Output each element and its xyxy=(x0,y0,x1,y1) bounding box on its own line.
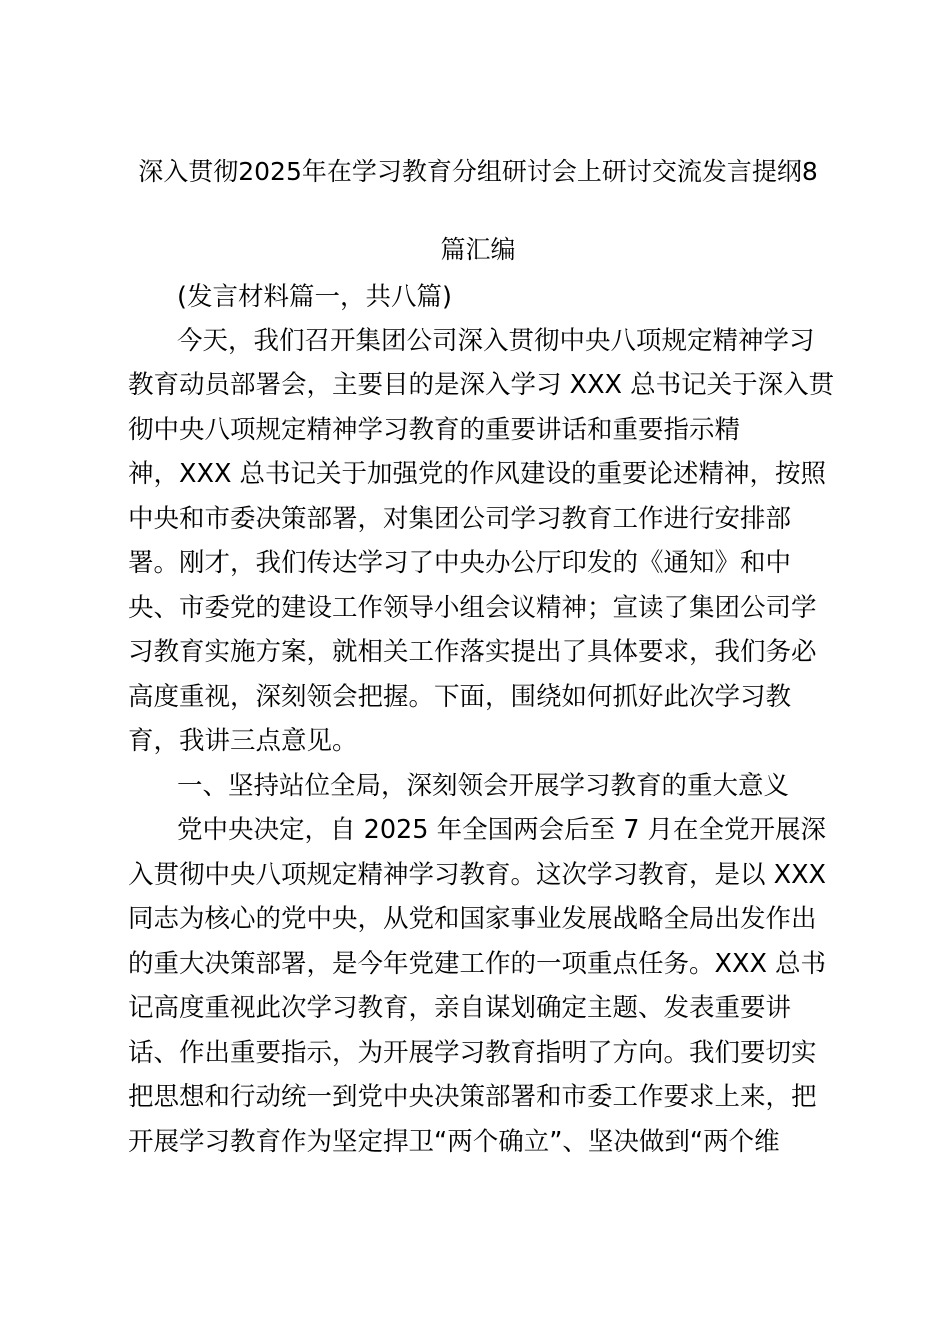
paragraph-line: 教育动员部署会，主要目的是深入学习 XXX 总书记关于深入贯 xyxy=(128,370,835,400)
paragraph-line: 署。刚才，我们传达学习了中央办公厅印发的《通知》和中 xyxy=(128,548,792,578)
paragraph-line: 今天，我们召开集团公司深入贯彻中央八项规定精神学习 xyxy=(177,326,815,356)
paragraph-line: 把思想和行动统一到党中央决策部署和市委工作要求上来，把 xyxy=(128,1082,817,1112)
paragraph-line: 话、作出重要指示，为开展学习教育指明了方向。我们要切实 xyxy=(128,1038,817,1068)
paragraph-line: 开展学习教育作为坚定捍卫“两个确立”、坚决做到“两个维 xyxy=(128,1127,780,1157)
paragraph-line: 的重大决策部署，是今年党建工作的一项重点任务。XXX 总书 xyxy=(128,949,827,979)
section-heading: 一、坚持站位全局，深刻领会开展学习教育的重大意义 xyxy=(177,771,790,801)
document-title-line-2: 篇汇编 xyxy=(440,235,516,264)
paragraph-line: 同志为核心的党中央，从党和国家事业发展战略全局出发作出 xyxy=(128,904,817,934)
document-title-line-1: 深入贯彻2025年在学习教育分组研讨会上研讨交流发言提纲8 xyxy=(138,157,818,186)
paragraph-line: 彻中央八项规定精神学习教育的重要讲话和重要指示精 xyxy=(128,415,741,445)
paragraph-line: 习教育实施方案，就相关工作落实提出了具体要求，我们务必 xyxy=(128,637,817,667)
paragraph-line: 央、市委党的建设工作领导小组会议精神；宣读了集团公司学 xyxy=(128,593,817,623)
paragraph-line: 入贯彻中央八项规定精神学习教育。这次学习教育，是以 XXX xyxy=(128,860,827,890)
paragraph-line: 党中央决定，自 2025 年全国两会后至 7 月在全党开展深 xyxy=(177,815,827,845)
paragraph-line: 神，XXX 总书记关于加强党的作风建设的重要论述精神，按照 xyxy=(128,459,827,489)
paragraph-line: 记高度重视此次学习教育，亲自谋划确定主题、发表重要讲 xyxy=(128,993,792,1023)
paragraph-line: 高度重视，深刻领会把握。下面，围绕如何抓好此次学习教 xyxy=(128,682,792,712)
paragraph-line: 育，我讲三点意见。 xyxy=(128,726,358,756)
paragraph-line: 中央和市委决策部署，对集团公司学习教育工作进行安排部 xyxy=(128,504,792,534)
document-subtitle: (发言材料篇一，共八篇) xyxy=(177,282,452,312)
